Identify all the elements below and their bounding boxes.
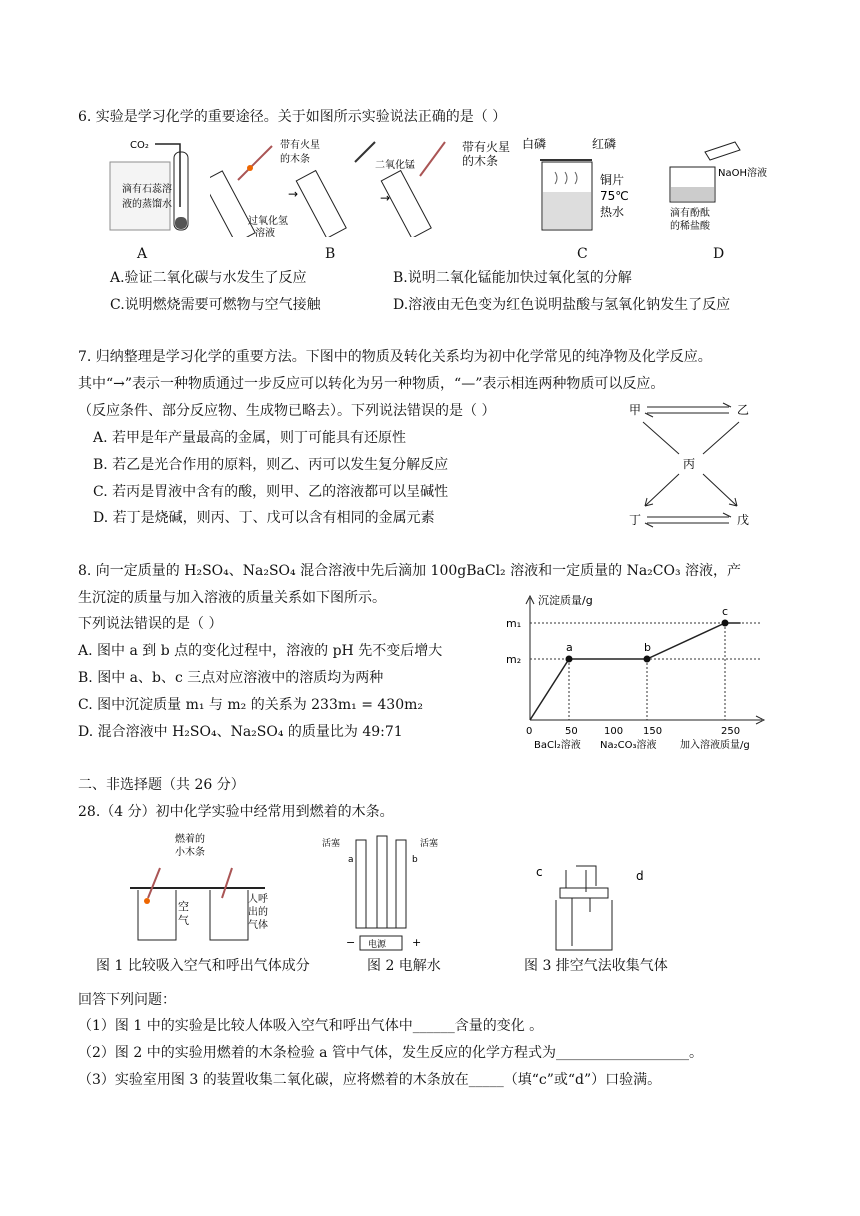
- y-tick-label: m₂: [506, 653, 522, 666]
- q6-option-c: C.说明燃烧需要可燃物与空气接触: [110, 297, 321, 313]
- splint-label-3: 带有火星: [462, 140, 511, 154]
- node-wu: 戊: [737, 513, 750, 527]
- litmus-label-2: 液的蒸馏水: [122, 199, 172, 210]
- node-ding: 丁: [629, 513, 642, 527]
- q6-option-b: B.说明二氧化锰能加快过氧化氢的分解: [393, 270, 632, 286]
- valve-left-label: 活塞: [322, 839, 341, 849]
- x-tick-label: 50: [565, 726, 578, 737]
- mno2-label: 二氧化锰: [375, 160, 415, 171]
- breath-label-1: 人呼: [248, 894, 268, 905]
- point-label-b: b: [644, 641, 651, 654]
- power-label: 电源: [368, 940, 387, 950]
- q6-option-d: D.溶液由无色变为红色说明盐酸与氢氧化钠发生了反应: [393, 297, 731, 313]
- fig3-caption: 图 3 排空气法收集气体: [524, 958, 668, 974]
- q6-figure-b: [210, 132, 460, 237]
- q28-figure-2: [320, 828, 450, 953]
- y-tick-label: m₁: [506, 617, 522, 630]
- air-label-2: 气: [178, 914, 189, 927]
- x-tick-label: 100: [604, 726, 624, 737]
- q7-option-a: A. 若甲是年产量最高的金属，则丁可能具有还原性: [93, 430, 407, 446]
- q6-figure-c: [520, 132, 640, 237]
- port-d-label: d: [636, 869, 644, 883]
- fig-label-d: D: [713, 246, 725, 262]
- q6-figure-d: [660, 132, 790, 237]
- tube-a-label: a: [348, 855, 354, 865]
- naoh-label: NaOH溶液: [718, 168, 767, 179]
- fig1-caption: 图 1 比较吸入空气和呼出气体成分: [96, 958, 310, 974]
- q28-figure-1: [120, 828, 270, 953]
- co2-label: CO₂: [130, 140, 149, 151]
- temp-label: 75℃: [600, 189, 629, 203]
- section-2-title: 二、非选择题（共 26 分）: [78, 777, 245, 793]
- q7-line-1: 7. 归纳整理是学习化学的重要方法。下图中的物质及转化关系均为初中化学常见的纯净物及化学反应。: [78, 349, 712, 365]
- q8-option-a: A. 图中 a 到 b 点的变化过程中，溶液的 pH 先不变后增大: [78, 643, 443, 659]
- fig2-caption: 图 2 电解水: [367, 958, 441, 974]
- point-label-c: c: [722, 605, 729, 618]
- chart-ylabel: 沉淀质量/g: [538, 594, 593, 607]
- white-p-label: 白磷: [522, 137, 547, 151]
- q7-option-c: C. 若丙是胃液中含有的酸，则甲、乙的溶液都可以呈碱性: [93, 484, 449, 500]
- node-jia: 甲: [629, 403, 642, 417]
- x-tick-label: 250: [721, 726, 741, 737]
- answer-intro: 回答下列问题：: [78, 992, 176, 1008]
- h2o2-label-2: 溶液: [255, 228, 275, 237]
- fig-label-a: A: [137, 246, 148, 262]
- splint-label-2: 的木条: [280, 154, 310, 165]
- red-p-label: 红磷: [592, 137, 617, 151]
- q6-option-a: A.验证二氧化碳与水发生了反应: [110, 270, 307, 286]
- node-bing: 丙: [683, 457, 696, 471]
- q7-line-2: 其中“→”表示一种物质通过一步反应可以转化为另一种物质，“—”表示相连两种物质可以反应。: [78, 376, 665, 392]
- breath-label-3: 气体: [248, 920, 268, 931]
- tube-b-label: b: [412, 855, 418, 865]
- data-point-b: [644, 656, 651, 663]
- burning-splint-label-2: 小木条: [175, 847, 205, 858]
- under-label-na2co3: Na₂CO₃溶液: [600, 740, 657, 751]
- x-axis-label: 加入溶液质量/g: [680, 740, 750, 751]
- q28-sub-1: （1）图 1 中的实验是比较人体吸入空气和呼出气体中______含量的变化 。: [78, 1018, 544, 1034]
- h2o2-label-1: 过氧化氢: [248, 216, 288, 227]
- q7-option-b: B. 若乙是光合作用的原料，则乙、丙可以发生复分解反应: [93, 457, 449, 473]
- fig-label-b: B: [325, 246, 336, 262]
- data-point-a: [566, 656, 573, 663]
- q28-sub-2: （2）图 2 中的实验用燃着的木条检验 a 管中气体，发生反应的化学方程式为___________________。: [78, 1045, 703, 1061]
- minus-label: −: [346, 936, 356, 949]
- q8-line-2: 生沉淀的质量与加入溶液的质量关系如下图所示。: [78, 590, 386, 606]
- copper-label: 铜片: [600, 173, 625, 187]
- q8-line-1: 8. 向一定质量的 H₂SO₄、Na₂SO₄ 混合溶液中先后滴加 100gBaCl₂ 溶液和一定质量的 Na₂CO₃ 溶液，产: [78, 563, 742, 579]
- air-label-1: 空: [178, 900, 189, 913]
- under-label-bacl2: BaCl₂溶液: [534, 740, 581, 751]
- q28-sub-3: （3）实验室用图 3 的装置收集二氧化碳，应将燃着的木条放在_____（填“c”或“d”）口验满。: [78, 1072, 662, 1088]
- q8-option-d: D. 混合溶液中 H₂SO₄、Na₂SO₄ 的质量比为 49:71: [78, 724, 403, 740]
- svg-text:→: →: [380, 191, 391, 205]
- x-tick-label: 0: [526, 726, 533, 737]
- plus-label: +: [412, 936, 422, 949]
- splint-label-1: 带有火星: [280, 140, 320, 151]
- q6-stem: 6. 实验是学习化学的重要途径。关于如图所示实验说法正确的是（ ）: [78, 109, 507, 125]
- q6-figure-a: [100, 132, 200, 237]
- hot-water-label: 热水: [600, 205, 625, 219]
- q7-option-d: D. 若丁是烧碱，则丙、丁、戊可以含有相同的金属元素: [93, 510, 435, 526]
- q28-title: 28.（4 分）初中化学实验中经常用到燃着的木条。: [78, 804, 394, 820]
- node-yi: 乙: [737, 403, 750, 417]
- svg-text:→: →: [288, 187, 299, 201]
- splint-label-4: 的木条: [462, 154, 499, 168]
- q8-line-3: 下列说法错误的是（ ）: [78, 616, 223, 632]
- q8-option-b: B. 图中 a、b、c 三点对应溶液中的溶质均为两种: [78, 670, 384, 686]
- x-tick-label: 150: [643, 726, 663, 737]
- hcl-label-1: 滴有酚酞: [670, 208, 710, 219]
- litmus-label-1: 滴有石蕊溶: [122, 184, 172, 195]
- q28-figure-3: [530, 860, 660, 955]
- hcl-label-2: 的稀盐酸: [670, 221, 710, 232]
- valve-right-label: 活塞: [420, 839, 439, 849]
- q8-option-c: C. 图中沉淀质量 m₁ 与 m₂ 的关系为 233m₁ = 430m₂: [78, 697, 423, 713]
- series-line: [530, 623, 741, 720]
- burning-splint-label-1: 燃着的: [175, 834, 205, 845]
- breath-label-2: 出的: [248, 907, 268, 918]
- data-point-c: [722, 620, 729, 627]
- point-label-a: a: [566, 641, 573, 654]
- q7-relation-diagram: [625, 398, 765, 530]
- q7-line-3: （反应条件、部分反应物、生成物已略去）。下列说法错误的是（ ）: [78, 403, 496, 419]
- q8-precipitate-chart: [500, 590, 772, 752]
- port-c-label: c: [536, 865, 543, 879]
- fig-label-c: C: [577, 246, 588, 262]
